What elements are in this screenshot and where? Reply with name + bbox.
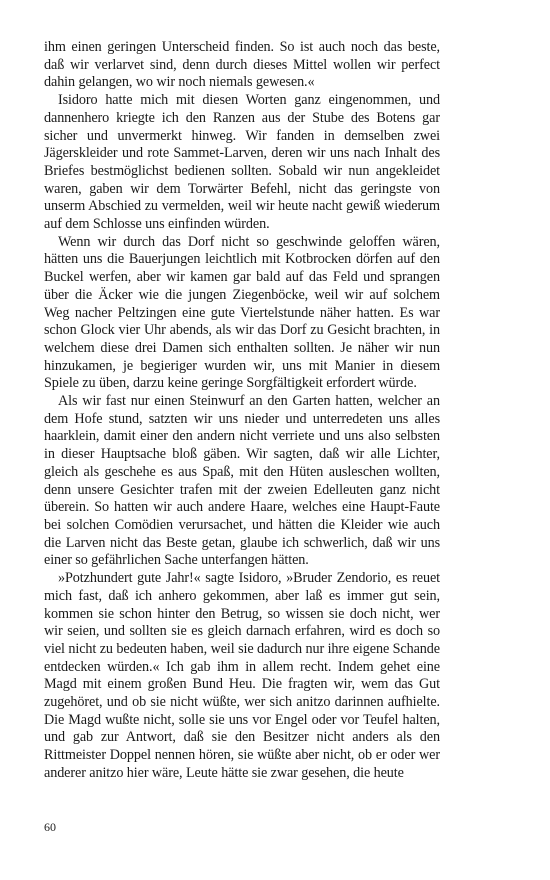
- paragraph-2: Isidoro hatte mich mit diesen Worten ganz eingenommen, und dannenhero kriegte ich den Ranzen aus der Stube des Botens gar sicher und unvermerkt hinweg. Wir fanden in demselben zwei Jägerskleider und rote Sammet-Larven, deren wir uns nach Inhalt des Briefes bestmöglichst bedienen sollten. Sobald wir nun angekleidet waren, gaben wir dem Torwärter Befehl, nicht das geringste von unserm Abschied zu vermelden, weil wir heute nacht gewiß wiederum auf dem Schlosse uns einfinden würden.: [44, 92, 440, 233]
- paragraph-1: ihm einen geringen Unterscheid finden. So ist auch noch das beste, daß wir verlarvet sind, denn durch dieses Mittel wollen wir perfect dahin gelangen, wo wir noch niemals gewesen.«: [44, 39, 440, 91]
- paragraph-4: Als wir fast nur einen Steinwurf an den Garten hatten, welcher an dem Hofe stund, satzten wir uns nieder und unterredeten uns alles haarklein, damit einer den andern nicht verriete und uns also selbsten in dieser Hauptsache bloß gäben. Wir sagten, daß wir alle Lichter, gleich als geschehe es aus Spaß, mit den Hüten ausleschen wollten, denn unsere Gesichter trafen mit der zweien Edelleuten ganz nicht überein. So hatten wir auch andere Haare, welches eine Haupt-Faute bei solchen Comödien verursachet, und hätten die Kleider wie auch die Larven nicht das Beste getan, glaube ich schwerlich, daß wir uns einer so gefährlichen Sache unterfangen hätten.: [44, 393, 440, 569]
- body-text: [44, 39, 440, 783]
- page-number: 60: [44, 820, 56, 834]
- paragraph-3: Wenn wir durch das Dorf nicht so geschwinde geloffen wären, hätten uns die Bauerjungen leichtlich mit Kotbrocken dörfen auf den Buckel werfen, aber wir kamen gar bald auf das Feld und sprangen über die Äcker wie die jungen Ziegenböcke, weil wir auf solchem Weg nacher Peltzingen eine gute Viertelstunde näher hatten. Es war schon Glock vier Uhr abends, als wir das Dorf zu Gesicht brachten, in welchem diese drei Damen sich enthalten sollten. Je näher wir nun hinzukamen, je begieriger wurden wir, uns mit Manier in diesem Spiele zu üben, darzu keine geringe Sorgfältigkeit erfordert würde.: [44, 233, 440, 392]
- paragraph-5: »Potzhundert gute Jahr!« sagte Isidoro, »Bruder Zendorio, es reuet mich fast, daß ich anhero gekommen, aber laß es immer gut sein, kommen sie schon hinter den Betrug, so wissen sie doch nicht, wer wir seien, und sollten sie es gleich darnach erfahren, wird es doch so viel nicht zu bedeuten haben, weil sie dadurch nur ihre eigene Schande entdecken würden.« Ich gab ihm in allem recht. Indem gehet eine Magd mit einem großen Bund Heu. Die fragten wir, wem das Gut zugehöret, und ob sie nicht wüßte, wer sich anitzo darinnen aufhielte. Die Magd wußte nicht, solle sie uns vor Engel oder vor Teufel halten, und gab zur Antwort, daß sie den Besitzer nicht anders als den Rittmeister Doppel nennen hören, sie wüßte aber nicht, ob er oder wer anderer anitzo hier wäre, Leute hätte sie zwar gesehen, die heute: [44, 570, 440, 781]
